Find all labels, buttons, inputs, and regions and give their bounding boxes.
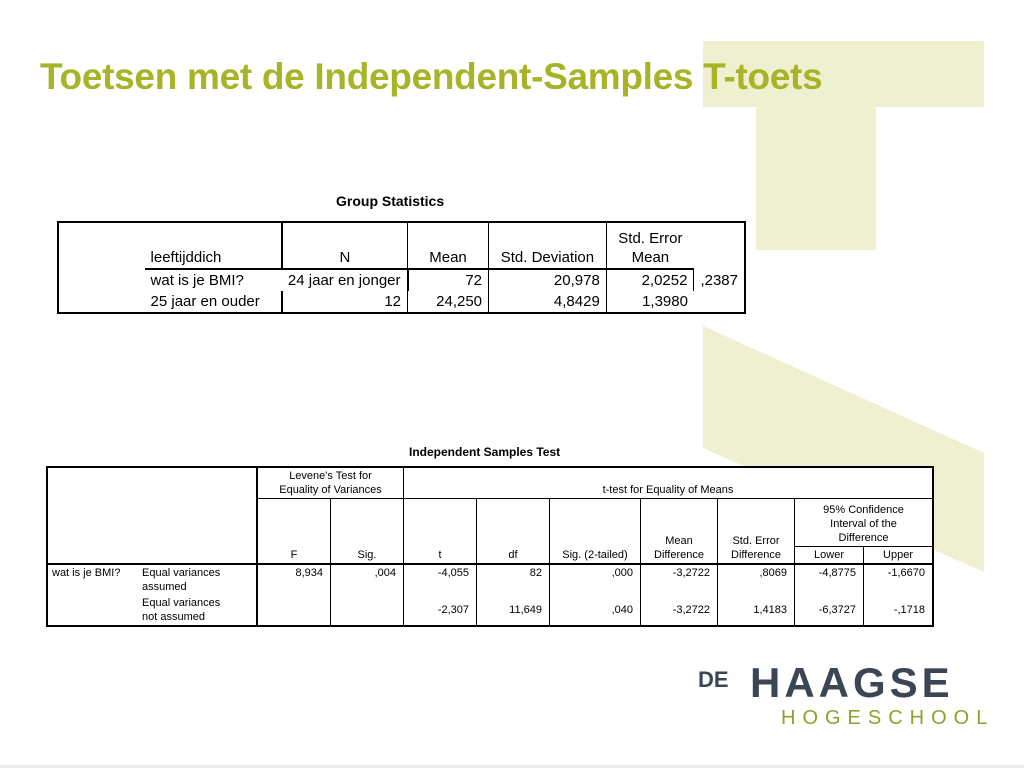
gs-mean-cell: 24,250 xyxy=(408,291,489,313)
ist-t-cell: -4,055 xyxy=(404,564,477,595)
gs-header-std-err: Std. Error Mean xyxy=(606,222,694,269)
ist-header-lower: Lower xyxy=(795,547,864,565)
table-row xyxy=(58,291,745,313)
gs-header-n: N xyxy=(282,222,408,269)
gs-row-label: wat is je BMI? xyxy=(145,269,282,291)
ist-f-cell: 8,934 xyxy=(257,564,331,595)
ist-header-sig: Sig. xyxy=(331,499,404,565)
ist-header-se-diff: Std. Error Difference xyxy=(718,499,795,565)
table-row xyxy=(58,269,745,291)
ist-header-empty xyxy=(47,467,257,564)
ist-sig2-cell: ,000 xyxy=(550,564,641,595)
group-statistics-table xyxy=(57,221,746,314)
gs-header-mean: Mean xyxy=(408,222,489,269)
slide-title: Toetsen met de Independent-Samples T-toets xyxy=(40,56,823,97)
gs-std-err-cell: 1,3980 xyxy=(606,291,694,313)
ist-mean-diff-cell: -3,2722 xyxy=(641,564,718,595)
gs-mean-cell: 20,978 xyxy=(489,269,607,291)
ist-header-ci: 95% Confidence Interval of the Difference xyxy=(795,499,934,547)
ist-row-label: wat is je BMI? xyxy=(52,567,121,579)
gs-n-cell: 12 xyxy=(282,291,408,313)
ist-lower-cell: -6,3727 xyxy=(795,595,864,626)
ist-df-cell: 82 xyxy=(477,564,550,595)
ist-upper-cell: -,1718 xyxy=(864,595,934,626)
ist-header-t: t xyxy=(404,499,477,565)
ist-f-cell xyxy=(257,595,331,626)
ist-se-diff-cell: ,8069 xyxy=(718,564,795,595)
gs-std-dev-cell: 2,0252 xyxy=(606,269,694,291)
ist-sig-cell: ,004 xyxy=(331,564,404,595)
ist-mean-diff-cell: -3,2722 xyxy=(641,595,718,626)
ist-header-f: F xyxy=(257,499,331,565)
ist-sig2-cell: ,040 xyxy=(550,595,641,626)
logo-main: HAAGSE xyxy=(750,659,954,706)
ist-header-df: df xyxy=(477,499,550,565)
ist-sig-cell xyxy=(331,595,404,626)
ist-header-ttest: t-test for Equality of Means xyxy=(404,467,934,499)
ist-se-diff-cell: 1,4183 xyxy=(718,595,795,626)
ist-lower-cell: -4,8775 xyxy=(795,564,864,595)
ist-variance-label: Equal variances not assumed xyxy=(142,597,221,623)
group-statistics-caption: Group Statistics xyxy=(336,193,445,209)
logo-prefix: DE xyxy=(698,667,729,692)
gs-std-dev-cell: 4,8429 xyxy=(489,291,607,313)
gs-header-std-dev: Std. Deviation xyxy=(489,222,607,269)
ist-df-cell: 11,649 xyxy=(477,595,550,626)
gs-header-empty xyxy=(58,222,145,291)
gs-group-cell: 25 jaar en ouder xyxy=(150,293,260,310)
logo-sub: HOGESCHOOL xyxy=(781,707,995,729)
table-row xyxy=(47,564,933,595)
gs-std-err-cell: ,2387 xyxy=(694,269,745,291)
ist-t-cell: -2,307 xyxy=(404,595,477,626)
independent-samples-table xyxy=(46,466,934,627)
ist-header-sig-2tailed: Sig. (2-tailed) xyxy=(550,499,641,565)
ist-header-levene: Levene's Test for Equality of Variances xyxy=(257,467,404,499)
independent-samples-caption: Independent Samples Test xyxy=(409,445,561,459)
ist-variance-label: Equal variances assumed xyxy=(142,567,221,593)
ist-header-upper: Upper xyxy=(864,547,934,565)
gs-n-cell: 72 xyxy=(408,269,489,291)
gs-header-group: leeftijddich xyxy=(145,222,282,269)
ist-upper-cell: -1,6670 xyxy=(864,564,934,595)
table-row xyxy=(47,595,933,626)
ist-header-mean-diff: Mean Difference xyxy=(641,499,718,565)
gs-group-cell: 24 jaar en jonger xyxy=(287,272,401,289)
